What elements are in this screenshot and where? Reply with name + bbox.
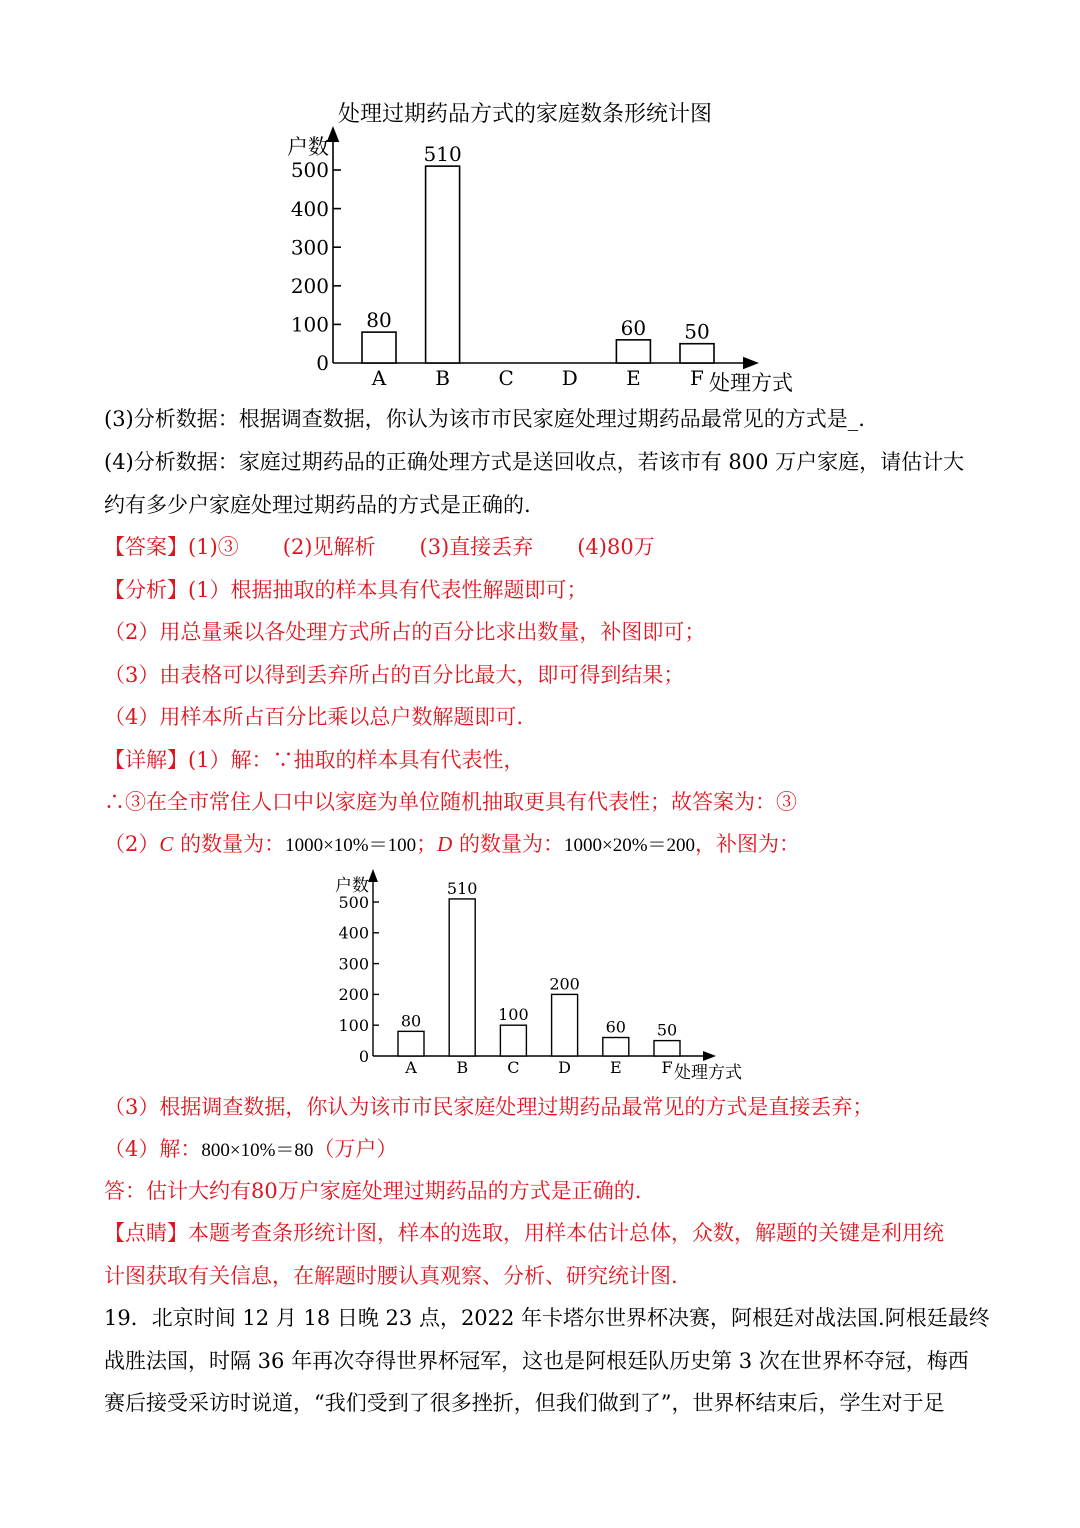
x-tick-label: E <box>626 366 641 390</box>
answer-1: (1)③ <box>188 535 239 559</box>
y-tick-label: 500 <box>338 892 369 912</box>
bar-chart-original <box>260 92 820 402</box>
x-tick-label: D <box>561 366 578 390</box>
y-tick-label: 100 <box>290 312 329 337</box>
detail-line-1: 【详解】(1）解：∵抽取的样本具有代表性， <box>104 748 525 772</box>
x-tick-label: F <box>661 1058 673 1077</box>
bar <box>654 1041 680 1056</box>
question-4-line-2: 约有多少户家庭处理过期药品的方式是正确的. <box>104 493 531 517</box>
detail-line-3 <box>104 829 984 861</box>
y-tick-label: 200 <box>338 985 369 1005</box>
question-4-line-1: (4)分析数据：家庭过期药品的正确处理方式是送回收点，若该市有 800 万户家庭，请估计大 <box>104 450 965 474</box>
bar <box>603 1038 629 1056</box>
x-tick-label: E <box>609 1058 622 1077</box>
x-tick-label: A <box>371 366 387 390</box>
x-tick-label: D <box>558 1058 572 1077</box>
question-19-line-3: 赛后接受采访时说道，“我们受到了很多挫折，但我们做到了”，世界杯结束后，学生对于足 <box>104 1391 945 1415</box>
detail-line-4: （3）根据调查数据，你认为该市市民家庭处理过期药品最常见的方式是直接丢弃； <box>104 1095 874 1119</box>
y-axis-label: 户数 <box>335 876 369 896</box>
bar-value-label: 510 <box>446 878 478 898</box>
bar <box>398 1031 424 1056</box>
analysis-line-3: （3）由表格可以得到丢弃所占的百分比最大，即可得到结果； <box>104 663 685 687</box>
detail-5-prefix: （4）解： <box>104 1137 202 1161</box>
variable-c: C <box>159 832 174 856</box>
y-tick-label: 400 <box>338 923 369 943</box>
detail-5-suffix: （万户） <box>313 1137 398 1161</box>
x-tick-label: C <box>507 1058 520 1077</box>
bar <box>500 1025 526 1056</box>
bar-value-label: 80 <box>366 308 392 333</box>
x-tick-label: B <box>456 1058 469 1077</box>
answer-line <box>104 532 984 562</box>
bar-value-label: 100 <box>498 1005 529 1025</box>
detail-3-label-c: 的数量为： <box>173 832 286 856</box>
x-axis-label: 处理方式 <box>709 371 793 395</box>
bar <box>449 899 475 1056</box>
x-axis-arrow <box>703 1051 716 1061</box>
detail-3-suffix: ，补图为： <box>695 832 801 856</box>
x-tick-label: F <box>690 366 704 390</box>
analysis-line-1: 【分析】(1）根据抽取的样本具有代表性解题即可； <box>104 578 588 602</box>
y-tick-label: 200 <box>290 274 329 298</box>
comment-line-1: 【点睛】本题考查条形统计图，样本的选取，用样本估计总体，众数，解题的关键是利用统 <box>104 1221 944 1245</box>
bar-value-label: 50 <box>684 319 710 344</box>
question-19-line-2: 战胜法国，时隔 36 年再次夺得世界杯冠军，这也是阿根廷队历史第 3 次在世界杯夺冠，梅西 <box>104 1349 969 1373</box>
y-tick-label: 100 <box>338 1015 369 1035</box>
y-tick-label: 300 <box>290 235 329 260</box>
y-tick-label: 400 <box>290 196 329 221</box>
bar-value-label: 80 <box>400 1011 422 1031</box>
y-tick-label: 0 <box>358 1046 369 1066</box>
x-axis-arrow <box>743 357 759 370</box>
question-19-line-1: 19．北京时间 12 月 18 日晚 23 点，2022 年卡塔尔世界杯决赛，阿根廷对战法国.阿根廷最终 <box>104 1306 990 1330</box>
variable-d: D <box>437 832 453 856</box>
detail-3-label-d: 的数量为： <box>452 832 564 856</box>
bar <box>552 994 578 1056</box>
x-tick-label: C <box>498 366 514 390</box>
y-tick-label: 300 <box>338 954 369 974</box>
bar-value-label: 60 <box>620 315 647 340</box>
x-tick-label: A <box>405 1058 417 1077</box>
answer-2: (2)见解析 <box>282 535 376 559</box>
comment-line-2: 计图获取有关信息，在解题时腰认真观察、分析、研究统计图. <box>104 1264 678 1288</box>
bar-chart-completed <box>320 868 760 1086</box>
detail-line-2: ∴③在全市常住人口中以家庭为单位随机抽取更具有代表性；故答案为：③ <box>104 790 797 814</box>
detail-line-5 <box>104 1134 984 1166</box>
bar <box>426 166 460 363</box>
y-axis-label: 户数 <box>287 135 329 159</box>
detail-3-sep: ； <box>416 832 438 856</box>
bar-value-label: 200 <box>549 974 580 994</box>
question-3: (3)分析数据：根据调查数据，你认为该市市民家庭处理过期药品最常见的方式是_. <box>104 407 865 431</box>
bar-value-label: 510 <box>423 142 462 167</box>
y-axis-arrow <box>368 869 378 882</box>
analysis-line-2: （2）用总量乘以各处理方式所占的百分比求出数量，补图即可； <box>104 620 706 644</box>
calc-total: 800×10%＝80 <box>201 1140 314 1161</box>
analysis-line-4: （4）用样本所占百分比乘以总户数解题即可. <box>104 705 524 729</box>
bar <box>680 344 714 363</box>
answer-4: (4)80万 <box>577 535 655 559</box>
x-tick-label: B <box>435 366 450 390</box>
y-tick-label: 500 <box>290 158 329 183</box>
x-axis-label: 处理方式 <box>674 1063 742 1083</box>
bar <box>362 332 396 363</box>
bar-value-label: 60 <box>605 1017 626 1037</box>
y-tick-label: 0 <box>316 351 329 376</box>
chart-title: 处理过期药品方式的家庭数条形统计图 <box>337 102 713 127</box>
answer-3: (3)直接丢弃 <box>419 535 534 559</box>
calc-c: 1000×10%＝100 <box>285 835 417 856</box>
bar-value-label: 50 <box>656 1020 678 1040</box>
detail-3-prefix: （2） <box>104 832 160 856</box>
conclusion-line: 答：估计大约有80万户家庭处理过期药品的方式是正确的. <box>104 1179 642 1203</box>
bar <box>616 340 650 363</box>
calc-d: 1000×20%＝200 <box>563 835 696 856</box>
answer-label: 【答案】 <box>104 535 188 559</box>
